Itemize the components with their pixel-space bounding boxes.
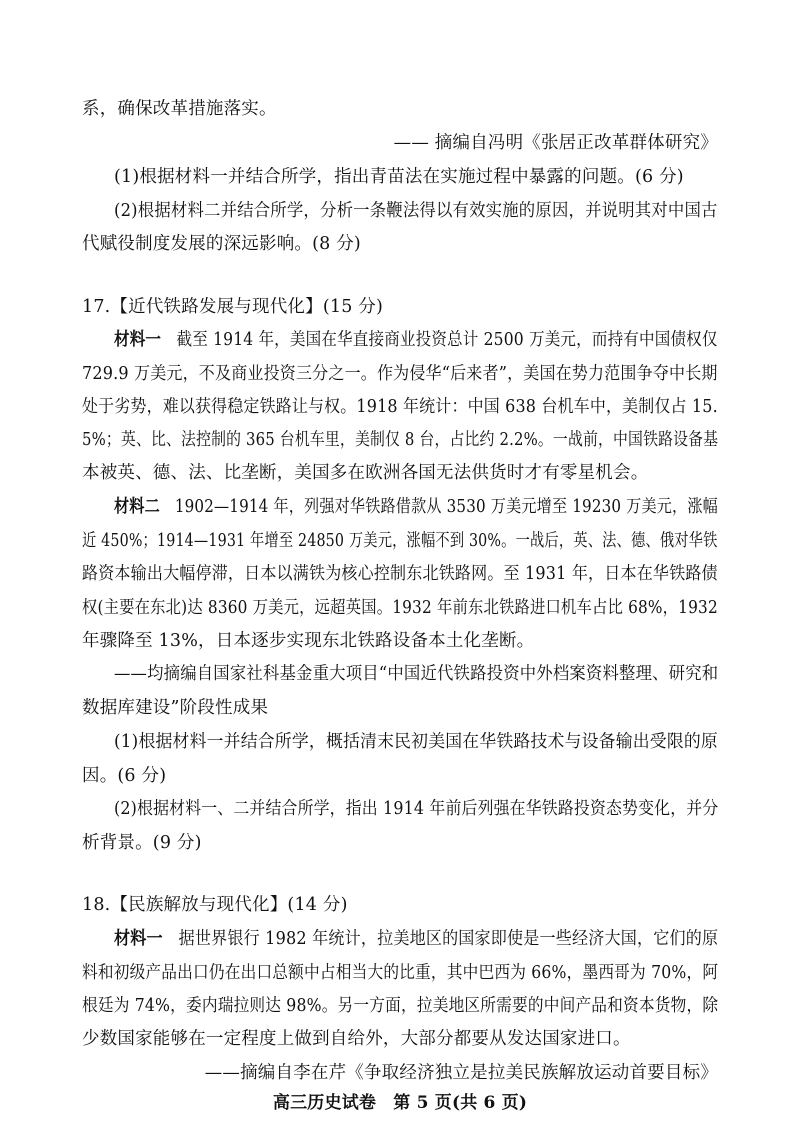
source-citation: —— 摘编自冯明《张居正改革群体研究》 xyxy=(393,133,718,153)
material-2-label: 材料二 xyxy=(114,497,160,517)
q17-material-1-line xyxy=(114,328,718,352)
question-17-heading: 17.【近代铁路发展与现代化】(15 分) xyxy=(82,297,384,317)
material-1-label: 材料一 xyxy=(114,330,162,350)
q17-material-1-text: 本被英、德、法、比垄断，美国多在欧洲各国无法供货时才有零星机会。 xyxy=(82,463,649,483)
q17-material-2-line xyxy=(114,495,718,519)
q17-material-2-text: 权(主要在东北)达 8360 万美元，远超英国。1932 年前东北铁路进口机车占比 68%，1932 xyxy=(82,598,718,618)
question-18-heading: 18.【民族解放与现代化】(14 分) xyxy=(82,895,348,915)
question-17-1-cont: 因。(6 分) xyxy=(82,766,167,786)
question-16-1: (1)根据材料一并结合所学，指出青苗法在实施过程中暴露的问题。(6 分) xyxy=(114,167,684,187)
q17-source: ——均摘编自国家社科基金重大项目“中国近代铁路投资中外档案资料整理、研究和 xyxy=(114,664,719,684)
page-footer: 高三历史试卷 第 5 页(共 6 页) xyxy=(272,1093,528,1113)
q17-material-1-text: 729.9 万美元，不及商业投资三分之一。作为侵华“后来者”，美国在势力范围争夺中长期 xyxy=(82,364,718,384)
question-16-2-cont: 代赋役制度发展的深远影响。(8 分) xyxy=(82,234,361,254)
question-16-2: (2)根据材料二并结合所学，分析一条鞭法得以有效实施的原因，并说明其对中国古 xyxy=(114,201,718,221)
material-2-text: 1902—1914 年，列强对华铁路借款从 3530 万美元增至 19230 万美元，涨幅 xyxy=(174,497,718,517)
q18-material-1-line xyxy=(114,927,718,951)
q17-material-2-text: 年骤降至 13%，日本逐步实现东北铁路设备本土化垄断。 xyxy=(82,631,535,651)
material-1-label: 材料一 xyxy=(114,929,163,949)
q18-source: ——摘编自李在芹《争取经济独立是拉美民族解放运动首要目标》 xyxy=(204,1063,718,1083)
question-17-2: (2)根据材料一、二并结合所学，指出 1914 年前后列强在华铁路投资态势变化，并分 xyxy=(114,799,719,819)
question-17-2-cont: 析背景。(9 分) xyxy=(82,833,202,853)
paragraph-continuation: 系，确保改革措施落实。 xyxy=(82,99,277,119)
q18-material-1-text: 少数国家能够在一定程度上做到自给外，大部分都要从发达国家进口。 xyxy=(82,1029,631,1049)
q17-source-cont: 数据库建设”阶段性成果 xyxy=(82,698,269,718)
q17-material-2-text: 路资本输出大幅停滞，日本以满铁为核心控制东北铁路网。至 1931 年，日本在华铁路债 xyxy=(82,564,718,584)
q17-material-1-text: 5%；英、比、法控制的 365 台机车里，美制仅 8 台，占比约 2.2%。一战前，中国铁路设备基 xyxy=(82,430,719,450)
material-1-text: 据世界银行 1982 年统计，拉美地区的国家即使是一些经济大国，它们的原 xyxy=(178,929,719,949)
q17-material-2-text: 近 450%；1914—1931 年增至 24850 万美元，涨幅不到 30%。一战后，英、法、德、俄对华铁 xyxy=(82,531,718,551)
q18-material-1-text: 料和初级产品出口仍在出口总额中占相当大的比重，其中巴西为 66%，墨西哥为 70%，阿 xyxy=(82,963,719,983)
q18-material-1-text: 根廷为 74%，委内瑞拉则达 98%。另一方面，拉美地区所需要的中间产品和资本货物，除 xyxy=(82,996,719,1016)
q17-material-1-text: 处于劣势，难以获得稳定铁路让与权。1918 年统计：中国 638 台机车中，美制仅占 15. xyxy=(82,397,718,417)
question-17-1: (1)根据材料一并结合所学，概括清末民初美国在华铁路技术与设备输出受限的原 xyxy=(114,732,718,752)
material-1-text: 截至 1914 年，美国在华直接商业投资总计 2500 万美元，而持有中国债权仅 xyxy=(176,330,718,350)
